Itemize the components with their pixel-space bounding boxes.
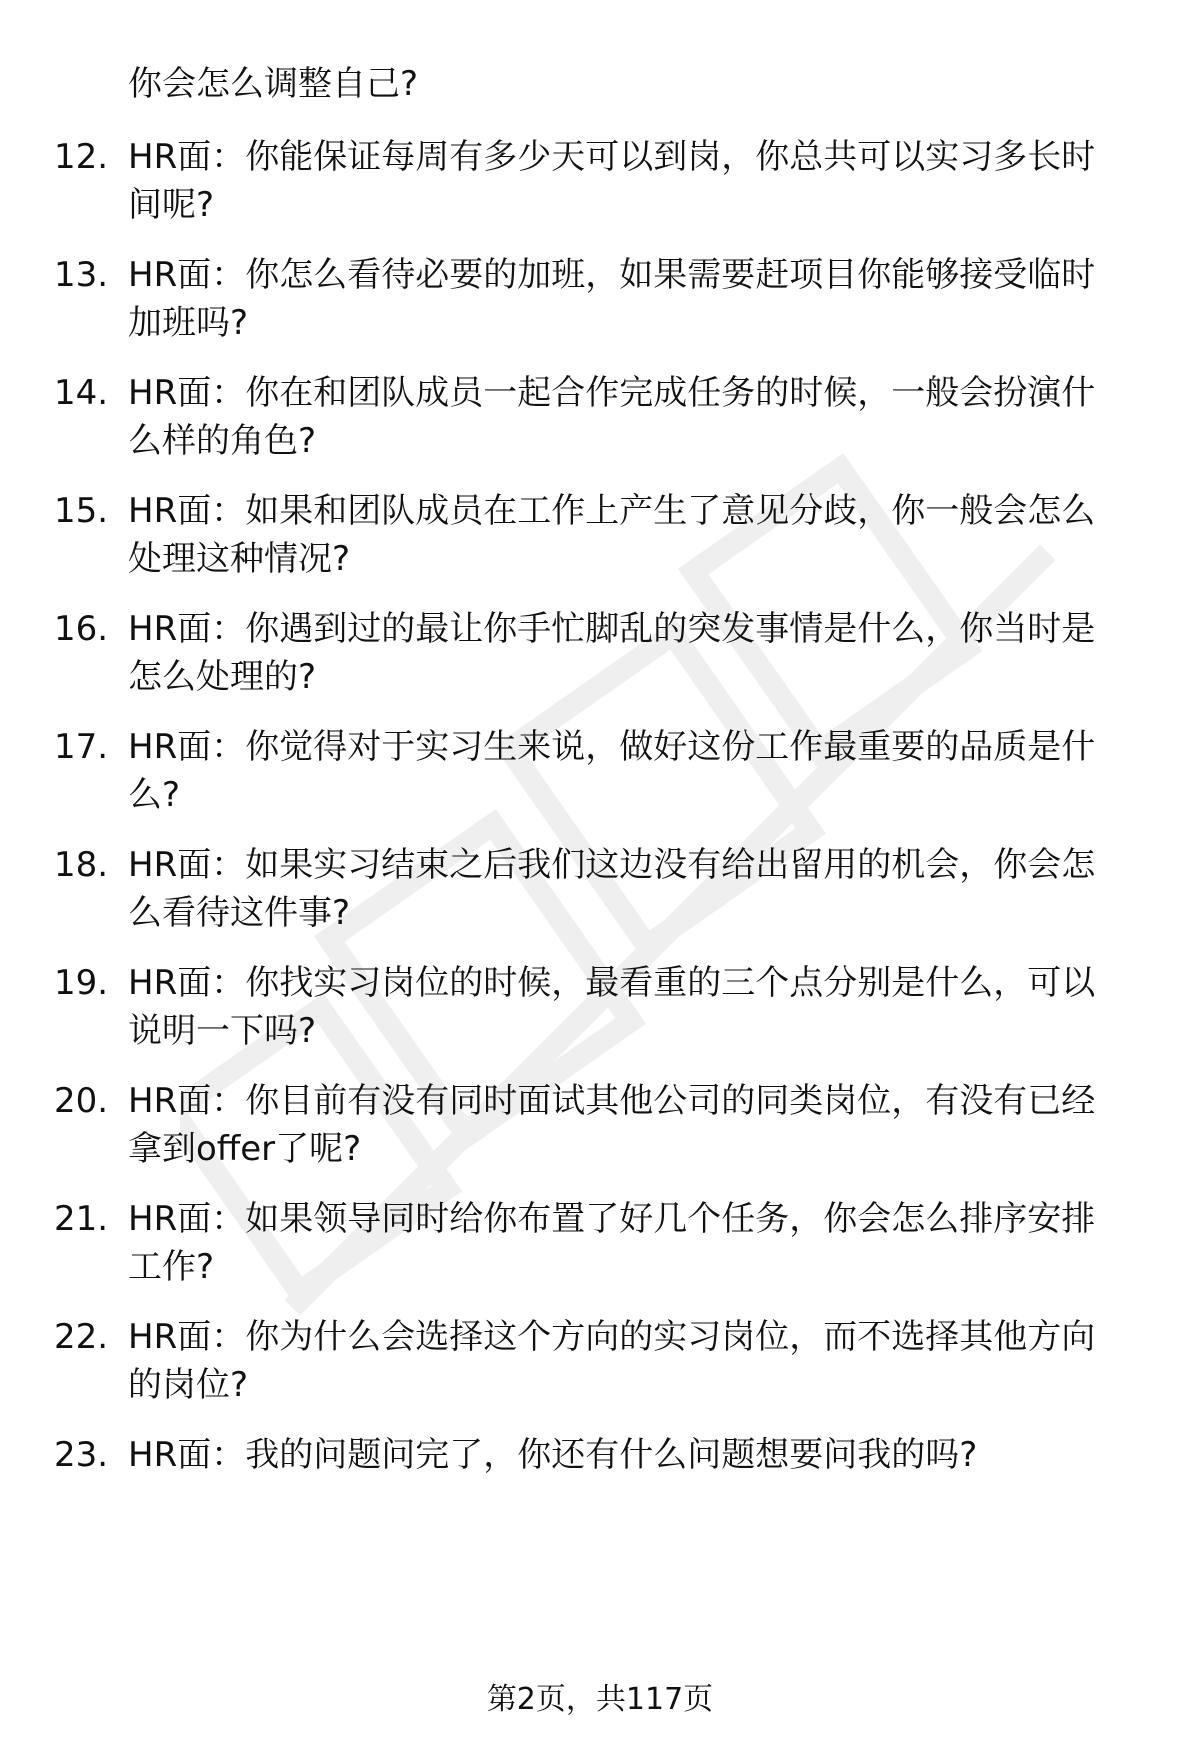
list-item-line: HR面：你遇到过的最让你手忙脚乱的突发事情是什么，你当时是 bbox=[128, 609, 1096, 649]
list-item-text bbox=[128, 251, 1153, 347]
list-item-number: 22. bbox=[54, 1317, 109, 1357]
list-item-line: 么样的角色? bbox=[128, 421, 317, 461]
list-item-number: 19. bbox=[54, 963, 109, 1003]
list-item-text bbox=[128, 1431, 1153, 1479]
list-item-line: HR面：你找实习岗位的时候，最看重的三个点分别是什么，可以 bbox=[128, 963, 1096, 1003]
list-item-number: 13. bbox=[54, 255, 109, 295]
list-item-number: 21. bbox=[54, 1199, 109, 1239]
list-item-line: 拿到offer了呢? bbox=[128, 1129, 362, 1169]
list-item-text bbox=[128, 1077, 1153, 1173]
list-item-line: 么? bbox=[128, 775, 181, 815]
list-item-line: HR面：你为什么会选择这个方向的实习岗位，而不选择其他方向 bbox=[128, 1317, 1096, 1357]
list-item-text bbox=[128, 133, 1153, 229]
continuation-line: 你会怎么调整自己? bbox=[128, 64, 419, 104]
list-item-line: HR面：如果实习结束之后我们这边没有给出留用的机会，你会怎 bbox=[128, 845, 1096, 885]
list-item-line: 处理这种情况? bbox=[128, 539, 351, 579]
list-item-number: 14. bbox=[54, 373, 109, 413]
list-item-line: 加班吗? bbox=[128, 303, 249, 343]
list-item-number: 15. bbox=[54, 491, 109, 531]
list-item-line: HR面：你能保证每周有多少天可以到岗，你总共可以实习多长时 bbox=[128, 137, 1096, 177]
list-item-text bbox=[128, 605, 1153, 701]
list-item-text bbox=[128, 369, 1153, 465]
list-item-line: HR面：你目前有没有同时面试其他公司的同类岗位，有没有已经 bbox=[128, 1081, 1096, 1121]
list-item-number: 18. bbox=[54, 845, 109, 885]
list-item-line: 怎么处理的? bbox=[128, 657, 317, 697]
list-item-line: 间呢? bbox=[128, 185, 215, 225]
list-item-line: HR面：我的问题问完了，你还有什么问题想要问我的吗? bbox=[128, 1435, 978, 1475]
list-item-line: HR面：你觉得对于实习生来说，做好这份工作最重要的品质是什 bbox=[128, 727, 1096, 767]
list-item-number: 17. bbox=[54, 727, 109, 767]
list-item-number: 16. bbox=[54, 609, 109, 649]
list-item-line: HR面：你怎么看待必要的加班，如果需要赶项目你能够接受临时 bbox=[128, 255, 1096, 295]
list-item-text bbox=[128, 1313, 1153, 1409]
list-item-line: 的岗位? bbox=[128, 1365, 249, 1405]
list-item-text bbox=[128, 841, 1153, 937]
list-item-line: HR面：如果和团队成员在工作上产生了意见分歧，你一般会怎么 bbox=[128, 491, 1096, 531]
list-item-number: 23. bbox=[54, 1435, 109, 1475]
list-item-text bbox=[128, 723, 1153, 819]
list-item-number: 12. bbox=[54, 137, 109, 177]
list-item-line: HR面：你在和团队成员一起合作完成任务的时候，一般会扮演什 bbox=[128, 373, 1096, 413]
list-item-line: 说明一下吗? bbox=[128, 1011, 317, 1051]
list-item-number: 20. bbox=[54, 1081, 109, 1121]
list-item-text bbox=[128, 959, 1153, 1055]
list-item-text bbox=[128, 1195, 1153, 1291]
list-item-line: 工作? bbox=[128, 1247, 215, 1287]
list-item-line: HR面：如果领导同时给你布置了好几个任务，你会怎么排序安排 bbox=[128, 1199, 1096, 1239]
page-footer: 第2页，共117页 bbox=[486, 1682, 714, 1717]
list-item-line: 么看待这件事? bbox=[128, 893, 351, 933]
list-item-text bbox=[128, 487, 1153, 583]
